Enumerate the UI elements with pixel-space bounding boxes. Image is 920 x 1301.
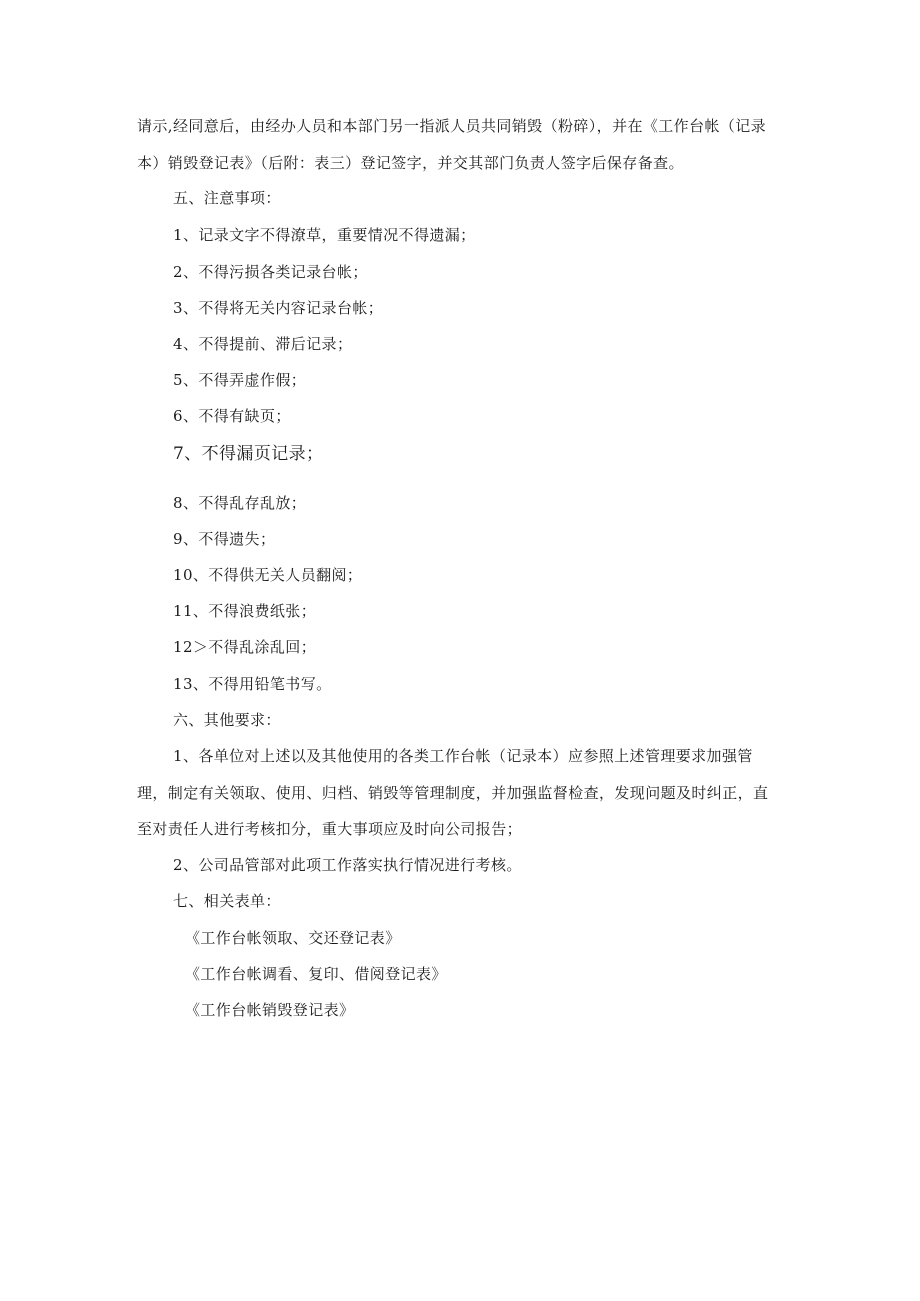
intro-line-2: 本）销毁登记表》（后附：表三）登记签字，并交其部门负责人签字后保存备查。: [137, 154, 684, 172]
requirement-1-line-1: 1、各单位对上述以及其他使用的各类工作台帐（记录本）应参照上述管理要求加强管: [173, 747, 753, 765]
list-item: 9、不得遗失；: [173, 530, 276, 548]
list-item: 13、不得用铅笔书写。: [173, 675, 332, 693]
section-heading-other-requirements: 六、其他要求：: [173, 711, 281, 729]
list-item: 1、记录文字不得潦草，重要情况不得遗漏；: [173, 226, 476, 244]
requirement-1-line-2: 理，制定有关领取、使用、归档、销毁等管理制度，并加强监督检查，发现问题及时纠正，直: [137, 784, 769, 802]
intro-line-1: 请示,经同意后，由经办人员和本部门另一指派人员共同销毁（粉碎），并在《工作台帐（记录: [137, 117, 767, 135]
list-item: 4、不得提前、滞后记录；: [173, 335, 353, 353]
list-item: 12＞不得乱涂乱回；: [173, 638, 317, 656]
list-item: 8、不得乱存乱放；: [173, 494, 307, 512]
section-heading-related-forms: 七、相关表单：: [173, 892, 281, 910]
requirement-2: 2、公司品管部对此项工作落实执行情况进行考核。: [173, 856, 522, 874]
form-title: 《工作台帐领取、交还登记表》: [185, 929, 401, 947]
section-heading-precautions: 五、注意事项：: [173, 189, 281, 207]
list-item: 3、不得将无关内容记录台帐；: [173, 299, 384, 317]
list-item: 10、不得供无关人员翻阅；: [173, 566, 363, 584]
list-item: 11、不得浪费纸张；: [173, 602, 317, 620]
requirement-1-line-3: 至对责任人进行考核扣分，重大事项应及时向公司报告；: [137, 820, 523, 838]
list-item: 7、不得漏页记录；: [173, 444, 324, 464]
list-item: 6、不得有缺页；: [173, 407, 291, 425]
list-item: 2、不得污损各类记录台帐；: [173, 263, 368, 281]
form-title: 《工作台帐销毁登记表》: [185, 1001, 355, 1019]
list-item: 5、不得弄虚作假；: [173, 371, 307, 389]
form-title: 《工作台帐调看、复印、借阅登记表》: [185, 965, 447, 983]
